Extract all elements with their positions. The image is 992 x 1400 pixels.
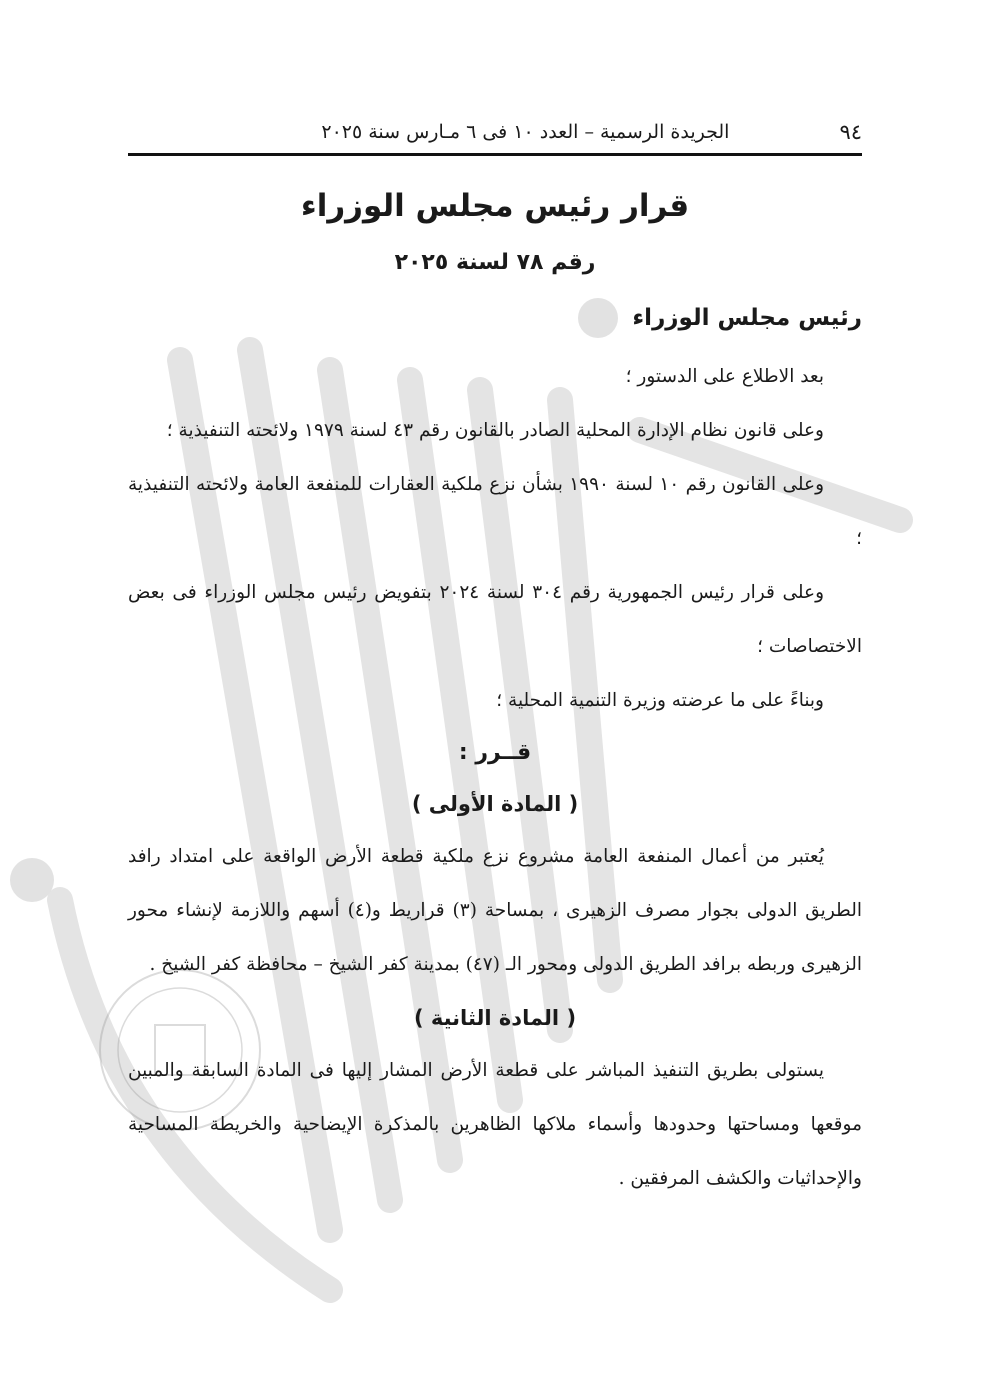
decision-number: رقم ٧٨ لسنة ٢٠٢٥ [394, 250, 596, 275]
preamble-item: وعلى قانون نظام الإدارة المحلية الصادر بالقانون رقم ٤٣ لسنة ١٩٧٩ ولائحته التنفيذية ؛ [166, 420, 824, 441]
decision-title: قرار رئيس مجلس الوزراء [300, 188, 690, 224]
decision-body [128, 350, 862, 1206]
article-text: يستولى بطريق التنفيذ المباشر على قطعة الأرض المشار إليها فى المادة السابقة والمبين موقعها ومساحتها وحدودها وأسماء ملاكها الظاهرين بالمذكرة الإيضاحية والخريطة المساحية والإحداثيات والكشف المرفقين . [128, 1060, 862, 1189]
article-text: يُعتبر من أعمال المنفعة العامة مشروع نزع ملكية قطعة الأرض الواقعة على امتداد رافد الطريق الدولى بجوار مصرف الزهيرى ، بمساحة (٣) قراريط و(٤) أسهم واللازمة لإنشاء محور الزهيرى وربطه برافد الطريق الدولى ومحور الـ (٤٧) بمدينة كفر الشيخ – محافظة كفر الشيخ . [128, 846, 862, 975]
gazette-issue-line: الجريدة الرسمية – العدد ١٠ فى ٦ مـارس سنة ٢٠٢٥ [321, 121, 730, 143]
article-heading: ( المادة الأولى ) [411, 792, 579, 816]
preamble-item: وعلى القانون رقم ١٠ لسنة ١٩٩٠ بشأن نزع ملكية العقارات للمنفعة العامة ولائحته التنفيذية ؛ [128, 474, 862, 549]
preamble-item: بعد الاطلاع على الدستور ؛ [625, 366, 824, 387]
header-rule [128, 153, 862, 156]
page-header [128, 112, 862, 152]
article-heading: ( المادة الثانية ) [413, 1006, 577, 1030]
issuer-heading: رئيس مجلس الوزراء [632, 305, 862, 331]
preamble-item: وبناءً على ما عرضته وزيرة التنمية المحلية ؛ [496, 690, 824, 711]
page-number: ٩٤ [839, 120, 862, 144]
decree-word: قــرر : [458, 740, 532, 765]
preamble-item: وعلى قرار رئيس الجمهورية رقم ٣٠٤ لسنة ٢٠٢٤ بتفويض رئيس مجلس الوزراء فى بعض الاختصاصات ؛ [128, 582, 862, 657]
